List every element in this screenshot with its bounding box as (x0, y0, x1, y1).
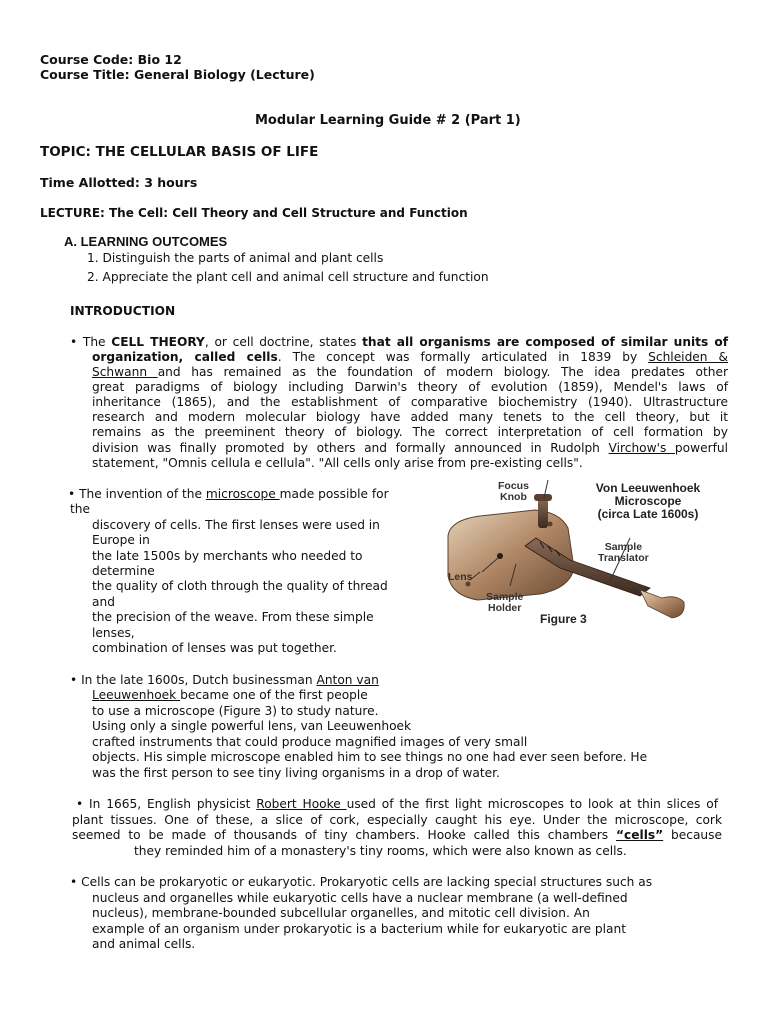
leeuwenhoek-line: Using only a single powerful lens, van Leeuwenhoek (92, 719, 412, 733)
hooke-line-4: they reminded him of a monastery's tiny rooms, which were also known as cells. (134, 844, 627, 858)
microscope-line: and (92, 595, 115, 609)
leeuwenhoek-line: crafted instruments that could produce magnified images of very small (92, 735, 528, 749)
virchow-link[interactable]: Virchow's (608, 441, 675, 455)
figure-title: Von Leeuwenhoek Microscope (circa Late 1600s) (595, 481, 701, 521)
figure-caption: Figure 3 (540, 612, 587, 626)
cell-theory-line-9: statement, "Omnis cellula e cellula". "All cells only arise from pre-existing cells". (92, 456, 583, 470)
microscope-line: discovery of cells. The first lenses were used in (92, 518, 380, 532)
microscope-link[interactable]: microscope (205, 487, 280, 501)
cells-types-line: • Cells can be prokaryotic or eukaryotic. Prokaryotic cells are lacking special structures such as (70, 875, 653, 889)
hooke-line-3: seemed to be made of thousands of tiny chambers. Hooke called this chambers “cells” because (72, 828, 722, 842)
leeuwenhoek-line-2: Leeuwenhoek became one of the first people (92, 688, 368, 702)
microscope-line: combination of lenses was put together. (92, 641, 337, 655)
cell-theory-term: CELL THEORY (111, 335, 205, 349)
figure-3 (440, 476, 730, 636)
cells-types-line: example of an organism under prokaryotic is a bacterium while for eukaryotic are plant (92, 922, 627, 936)
cells-term: “cells” (616, 828, 664, 842)
schwann-link[interactable]: Schwann (92, 365, 158, 379)
outcome-item: 1. Distinguish the parts of animal and plant cells (87, 251, 384, 265)
hooke-link[interactable]: Robert Hooke (256, 797, 347, 811)
schleiden-link[interactable]: Schleiden & (648, 350, 728, 364)
time-allotted: Time Allotted: 3 hours (40, 175, 198, 190)
hooke-line-2: plant tissues. One of these, a slice of cork, especially caught his eye. Under the microscope, cork (72, 813, 722, 827)
cell-theory-line-8: division was finally promoted by others and formally announced in Rudolph Virchow's powerful (92, 441, 728, 455)
cell-theory-line-4: great paradigms of biology including Darwin's theory of evolution (1859), Mendel's laws of (92, 380, 728, 394)
hooke-line-1: • In 1665, English physicist Robert Hooke used of the first light microscopes to look at thin slices of (76, 797, 718, 811)
microscope-line-1: • The invention of the microscope made possible for (68, 487, 389, 501)
cell-theory-line-3: Schwann and has remained as the foundation of modern biology. The idea predates other (92, 365, 728, 379)
microscope-line: the quality of cloth through the quality of thread (92, 579, 388, 593)
cell-theory-line-1: • The CELL THEORY, or cell doctrine, states that all organisms are composed of similar units of (70, 335, 728, 349)
sample-holder-label: Sample Holder (486, 591, 524, 614)
leeuwenhoek-line: was the first person to see tiny living organisms in a drop of water. (92, 766, 500, 780)
cell-theory-line-5: inheritance (1865), and the establishment of comparative biochemistry (1940). Ultrastructure (92, 395, 728, 409)
sample-translator-label: Sample Translator (598, 541, 649, 564)
course-title: Course Title: General Biology (Lecture) (40, 67, 315, 82)
microscope-line: lenses, (92, 626, 135, 640)
leeuwenhoek-line: objects. His simple microscope enabled him to see things no one had ever seen before. He (92, 750, 648, 764)
microscope-line: the late 1500s by merchants who needed to (92, 549, 363, 563)
lens-label: Lens (448, 571, 473, 583)
introduction-heading: INTRODUCTION (70, 304, 176, 318)
cell-theory-line-2: organization, called cells. The concept was formally articulated in 1839 by Schleiden & (92, 350, 728, 364)
microscope-line: the precision of the weave. From these simple (92, 610, 374, 624)
focus-knob-label: Focus Knob (498, 480, 529, 503)
microscope-line: Europe in (92, 533, 150, 547)
topic-heading: TOPIC: THE CELLULAR BASIS OF LIFE (40, 144, 319, 160)
anton-link[interactable]: Anton van (316, 673, 379, 687)
cells-types-line: nucleus), membrane-bounded subcellular organelles, and mitotic cell division. An (92, 906, 590, 920)
cell-theory-line-7: remains as the preeminent theory of biology. The correct interpretation of cell formation by (92, 425, 728, 439)
cell-theory-line-6: research and modern molecular biology have added many tenets to the cell theory, but it (92, 410, 728, 424)
guide-title: Modular Learning Guide # 2 (Part 1) (255, 113, 521, 128)
course-code: Course Code: Bio 12 (40, 52, 182, 67)
lecture-title: LECTURE: The Cell: Cell Theory and Cell Structure and Function (40, 206, 468, 220)
microscope-line: determine (92, 564, 155, 578)
microscope-line: the (70, 502, 91, 516)
outcome-item: 2. Appreciate the plant cell and animal cell structure and function (87, 270, 489, 284)
leeuwenhoek-line-1: • In the late 1600s, Dutch businessman Anton van (70, 673, 379, 687)
learning-outcomes-heading: A. LEARNING OUTCOMES (64, 234, 228, 249)
leeuwenhoek-line: to use a microscope (Figure 3) to study nature. (92, 704, 379, 718)
leeuwenhoek-link[interactable]: Leeuwenhoek (92, 688, 181, 702)
cells-types-line: nucleus and organelles while eukaryotic cells have a nuclear membrane (a well-defined (92, 891, 628, 905)
cells-types-line: and animal cells. (92, 937, 196, 951)
